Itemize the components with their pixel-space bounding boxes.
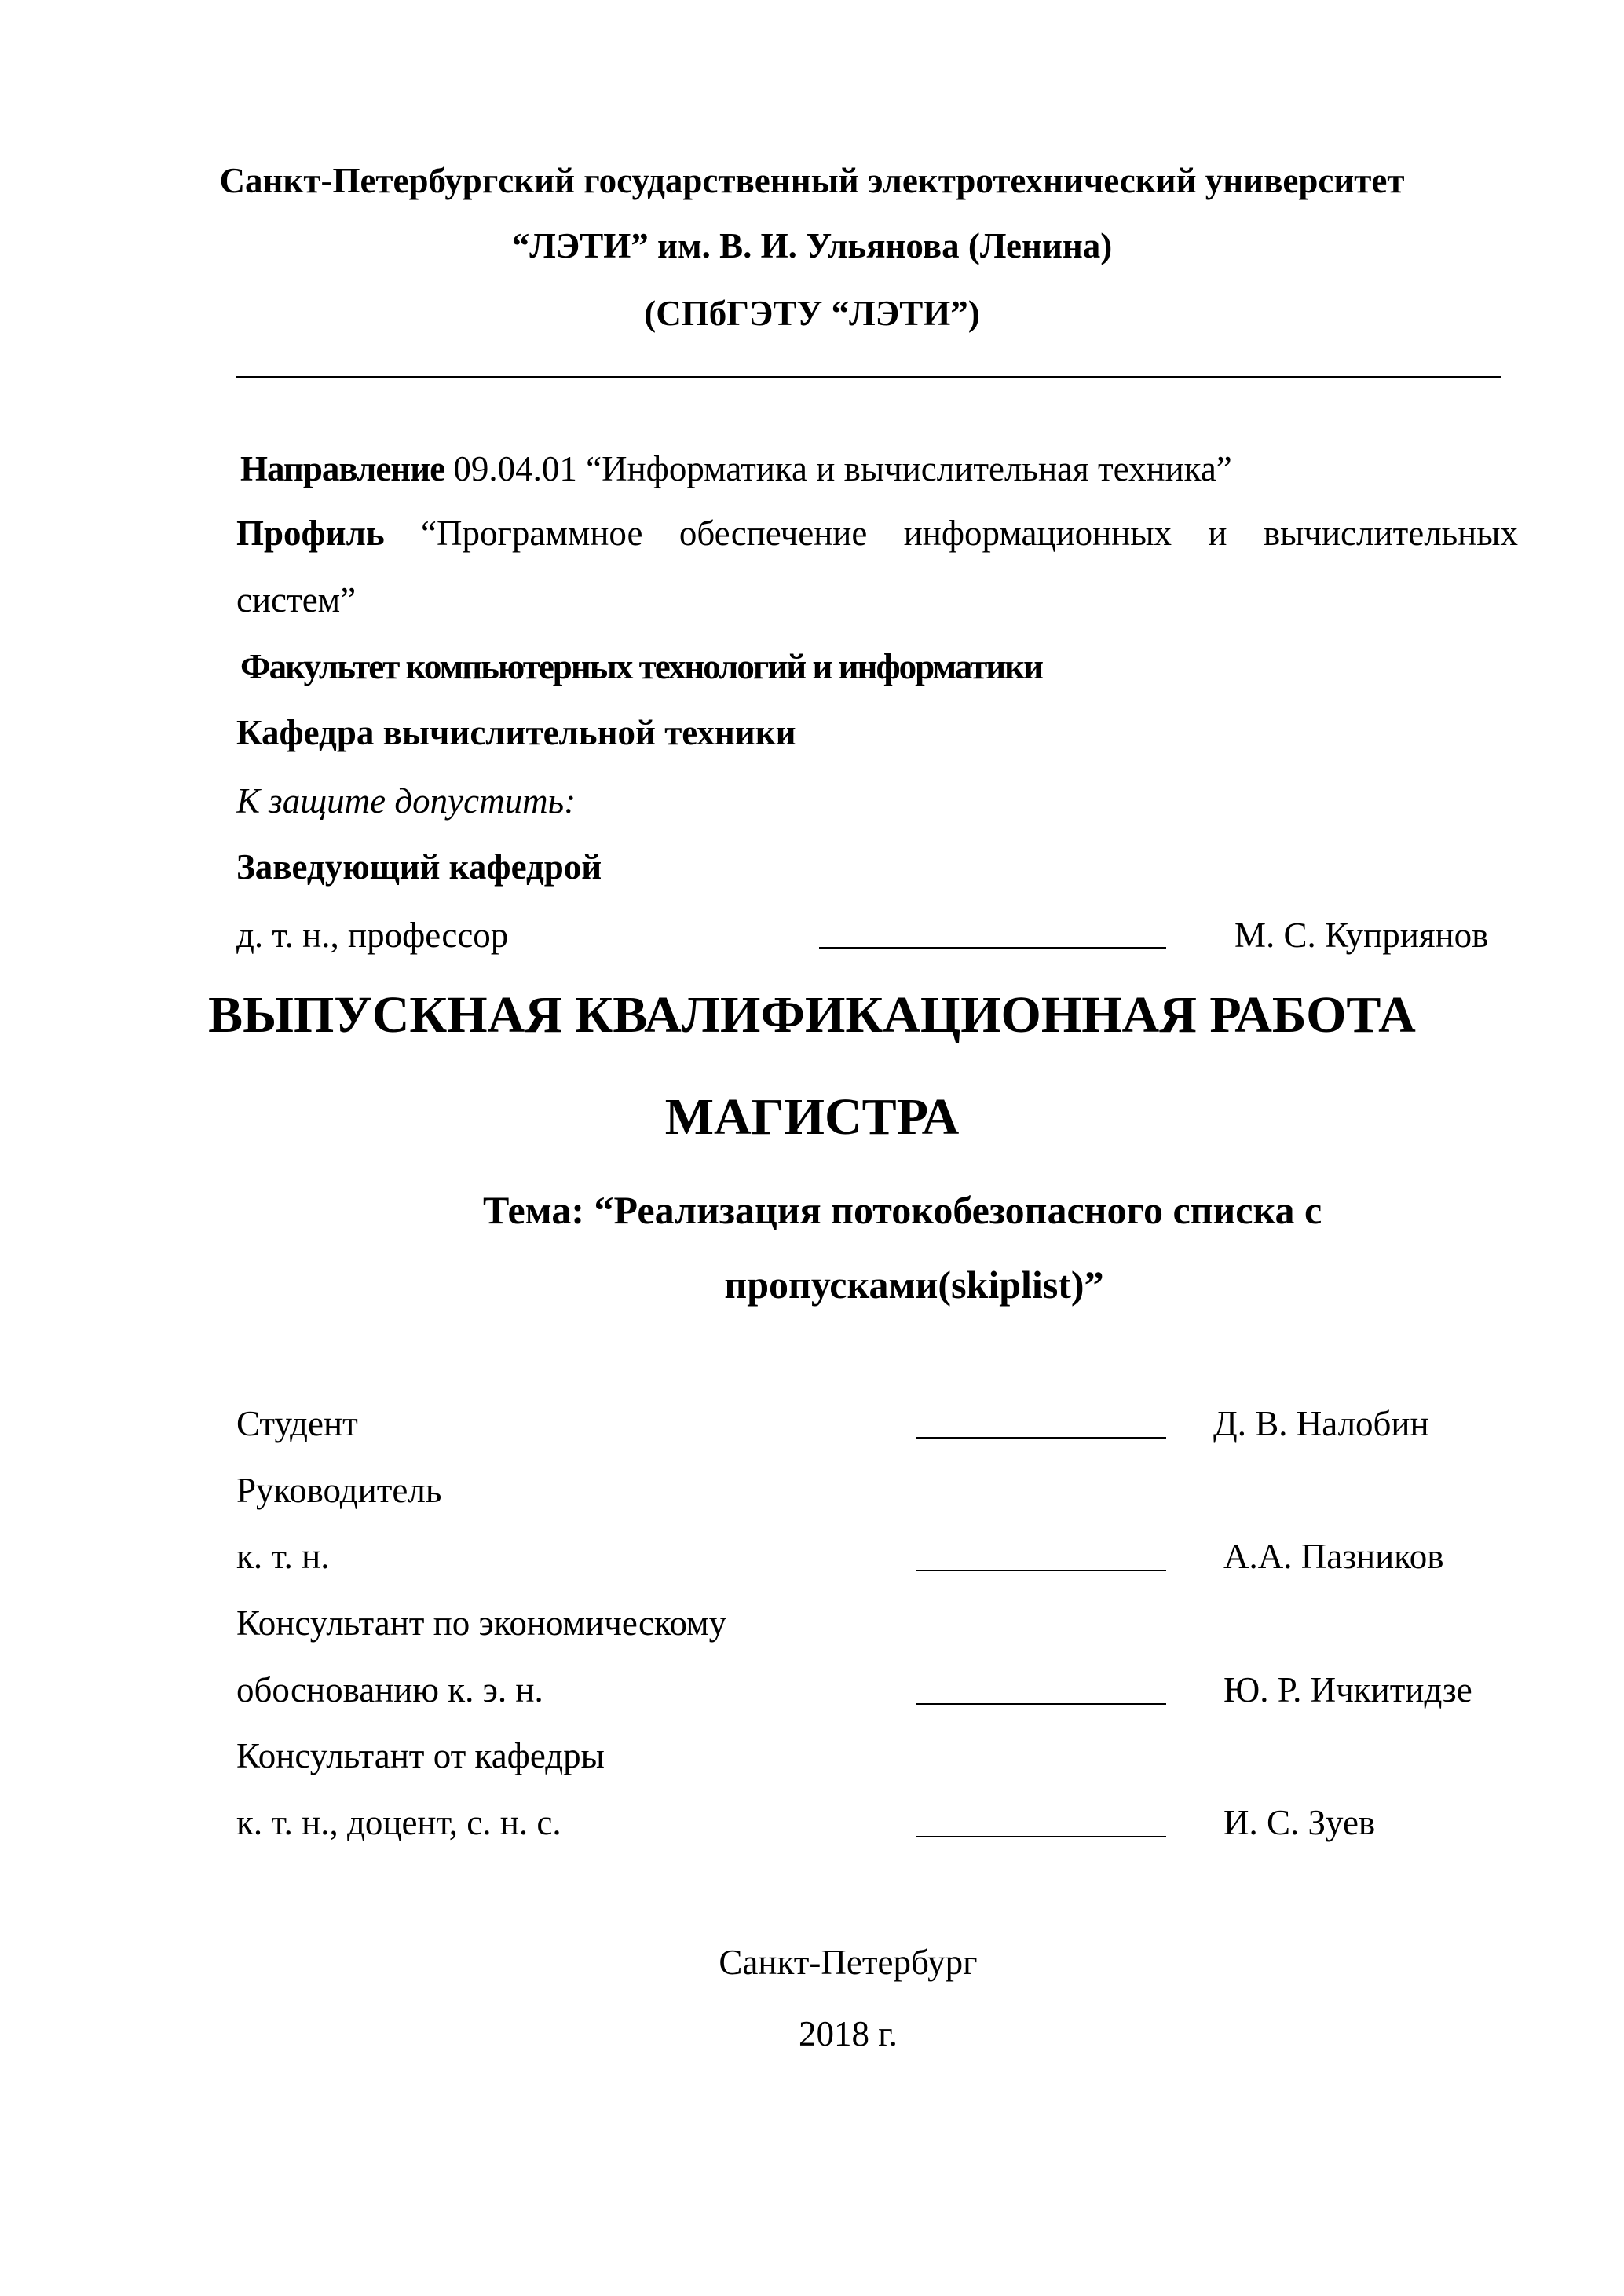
direction <box>240 449 1232 488</box>
faculty: Факультет компьютерных технологий и информатики <box>240 647 1043 686</box>
econ-consultant-degree: обоснованию к. э. н. <box>236 1670 543 1709</box>
dept-consultant-degree: к. т. н., доцент, с. н. с. <box>236 1803 561 1842</box>
topic-2: пропусками(skiplist)” <box>724 1263 1104 1307</box>
econ-consultant-name: Ю. Р. Ичкитидзе <box>1223 1670 1472 1709</box>
profile-value-cont: систем” <box>236 580 357 620</box>
profile-value: “Программное обеспечение информационных и вычислительных <box>421 514 1518 553</box>
supervisor-name: А.А. Пазников <box>1223 1537 1444 1576</box>
econ-consultant-label: Консультант по экономическому <box>236 1603 727 1643</box>
direction-label: Направление <box>240 449 445 488</box>
signature-line <box>916 1836 1166 1837</box>
topic: Тема: “Реализация потокобезопасного списка с <box>483 1188 1322 1232</box>
head-title: Заведующий кафедрой <box>236 847 602 887</box>
supervisor-label: Руководитель <box>236 1471 442 1510</box>
profile-label: Профиль <box>236 514 385 553</box>
department: Кафедра вычислительной техники <box>236 713 796 752</box>
city: Санкт-Петербург <box>719 1943 978 1982</box>
signature-line <box>916 1437 1166 1439</box>
dept-consultant-label: Консультант от кафедры <box>236 1736 605 1775</box>
work-title-2: МАГИСТРА <box>664 1088 960 1146</box>
university-name-2: “ЛЭТИ” им. В. И. Ульянова (Ленина) <box>511 226 1113 265</box>
signature-line <box>819 947 1166 949</box>
head-name: М. С. Куприянов <box>1234 916 1489 955</box>
header-divider <box>236 376 1501 378</box>
student-name: Д. В. Налобин <box>1213 1404 1429 1443</box>
supervisor-degree: к. т. н. <box>236 1537 330 1576</box>
profile <box>236 516 1518 551</box>
student-label: Студент <box>236 1404 358 1443</box>
signature-line <box>916 1703 1166 1705</box>
university-name: Санкт-Петербургский государственный электротехнический университет <box>219 161 1405 200</box>
dept-consultant-name: И. С. Зуев <box>1223 1803 1376 1842</box>
signature-line <box>916 1570 1166 1571</box>
admit-label: К защите допустить: <box>236 781 576 821</box>
direction-value: 09.04.01 “Информатика и вычислительная техника” <box>453 449 1232 488</box>
head-degree: д. т. н., профессор <box>236 916 509 955</box>
work-title: ВЫПУСКНАЯ КВАЛИФИКАЦИОННАЯ РАБОТА <box>208 986 1416 1044</box>
year: 2018 г. <box>799 2014 898 2053</box>
university-abbr: (СПбГЭТУ “ЛЭТИ”) <box>644 294 980 333</box>
